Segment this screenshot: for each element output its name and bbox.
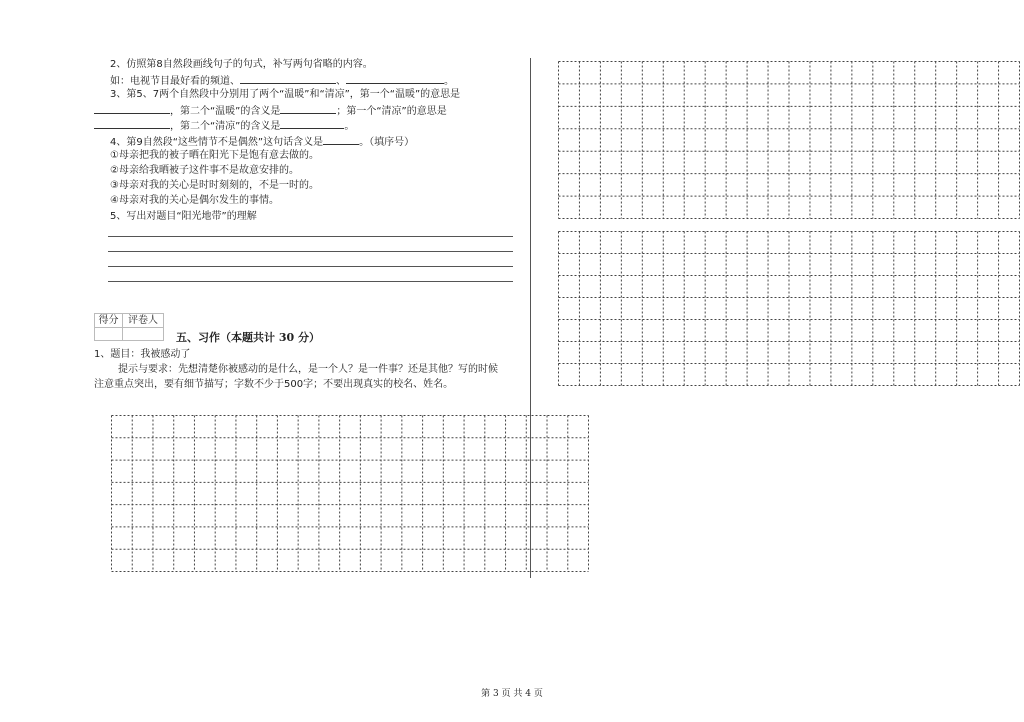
q4-suffix: 。（填序号） (359, 137, 415, 148)
writing-grid-right-top[interactable] (558, 61, 1020, 219)
q4-text: 4、第9自然段“这些情节不是偶然”这句话含义是 (110, 137, 324, 148)
q3-line3-mid: ，第二个“清凉”的含义是 (170, 121, 281, 132)
q2-example-end: 。 (444, 76, 454, 87)
q5-text: 5、写出对题目“阳光地带”的理解 (110, 211, 257, 222)
q3-blank-1[interactable] (94, 104, 170, 114)
page-footer: 第 3 页 共 4 页 (481, 689, 543, 699)
q5-answer-line-2[interactable] (108, 251, 513, 252)
score-box-divider (95, 327, 163, 328)
q2-blank-2[interactable] (346, 74, 444, 84)
q3-line3-end: 。 (344, 121, 355, 132)
q3-line2-mid: ，第二个“温暖”的含义是 (170, 106, 281, 117)
grid-left-svg (111, 415, 589, 572)
q5-answer-line-1[interactable] (108, 236, 513, 237)
q4-option-2: ②母亲给我晒被子这件事不是故意安排的。 (110, 165, 299, 176)
section-title: 五、习作（本题共计 30 分） (176, 331, 320, 344)
q3-line3 (94, 119, 354, 133)
q3-line1: 3、第5、7两个自然段中分别用了两个“温暖”和“清凉”，第一个“温暖”的意思是 (110, 89, 461, 100)
reviewer-label: 评卷人 (128, 315, 158, 326)
essay-topic: 1、题目：我被感动了 (94, 349, 191, 360)
q2-example-sep: 、 (336, 76, 346, 87)
q2-example (110, 74, 454, 88)
essay-requirement-2: 注意重点突出，要有细节描写；字数不少于500字；不要出现真实的校名、姓名。 (94, 379, 454, 390)
q4-option-4: ④母亲对我的关心是偶尔发生的事情。 (110, 195, 279, 206)
essay-requirement-1: 提示与要求：先想清楚你被感动的是什么，是一个人？是一件事？还是其他？写的时候 (118, 364, 498, 375)
writing-grid-left[interactable] (111, 415, 589, 572)
q5-answer-line-3[interactable] (108, 266, 513, 267)
q3-line2-tail: ；第一个“清凉”的意思是 (336, 106, 447, 117)
q4-option-1: ①母亲把我的被子晒在阳光下是饱有意去做的。 (110, 150, 319, 161)
q4-stem (110, 135, 414, 149)
q3-line2 (94, 104, 447, 118)
score-box (94, 313, 164, 341)
q5-answer-line-4[interactable] (108, 281, 513, 282)
q2-text: 2、仿照第8自然段画线句子的句式，补写两句省略的内容。 (110, 59, 373, 70)
score-label: 得分 (95, 314, 123, 340)
grid-right-bottom-svg (558, 231, 1020, 386)
q3-blank-4[interactable] (280, 119, 344, 129)
q2-blank-1[interactable] (240, 74, 336, 84)
q4-blank[interactable] (323, 135, 359, 145)
q4-option-3: ③母亲对我的关心是时时刻刻的，不是一时的。 (110, 180, 319, 191)
q3-blank-3[interactable] (94, 119, 170, 129)
grid-right-top-svg (558, 61, 1020, 219)
writing-grid-right-bottom[interactable] (558, 231, 1020, 386)
q2-example-prefix: 如：电视节目最好看的频道、 (110, 76, 240, 87)
q3-blank-2[interactable] (280, 104, 336, 114)
